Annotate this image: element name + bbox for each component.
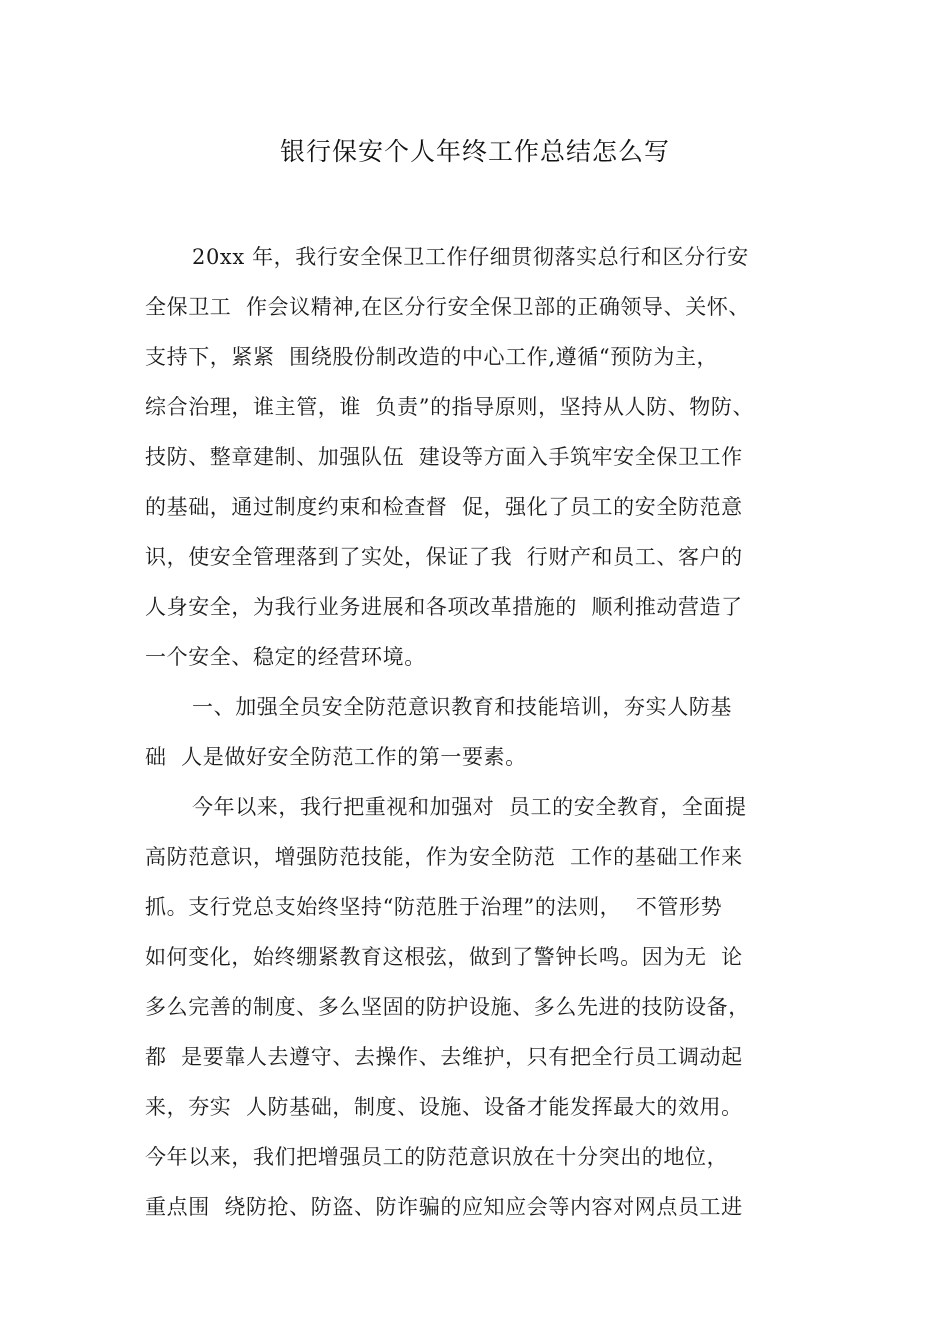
body-text-line: 全保卫工 作会议精神,在区分行安全保卫部的正确领导、关怀、 [145,295,751,319]
body-text-line: 今年以来，我行把重视和加强对 员工的安全教育，全面提 [192,795,747,819]
body-text-line: 20xx 年，我行安全保卫工作仔细贯彻落实总行和区分行安 [192,245,749,269]
body-text-line: 支持下，紧紧 围绕股份制改造的中心工作,遵循“预防为主， [145,345,719,369]
document-title: 银行保安个人年终工作总结怎么写 [279,137,670,166]
body-text-line: 础 人是做好安全防范工作的第一要素。 [145,745,527,769]
body-text-line: 都 是要靠人去遵守、去操作、去维护，只有把全行员工调动起 [145,1045,743,1069]
body-text-line: 多么完善的制度、多么坚固的防护设施、多么先进的技防设备， [145,995,750,1019]
body-text-line: 的基础，通过制度约束和检查督 促，强化了员工的安全防范意 [145,495,743,519]
body-text-line: 如何变化，始终绷紧教育这根弦，做到了警钟长鸣。因为无 论 [145,945,743,969]
document-body [145,232,845,1232]
body-text-line: 今年以来，我们把增强员工的防范意识放在十分突出的地位， [145,1145,729,1169]
body-text-line: 综合治理，谁主管，谁 负责”的指导原则，坚持从人防、物防、 [145,395,755,419]
body-text-line: 抓。支行党总支始终坚持“防范胜于治理”的法则， 不管形势 [145,895,723,919]
body-text-line: 高防范意识，增强防范技能，作为安全防范 工作的基础工作来 [145,845,743,869]
body-text-line: 一、加强全员安全防范意识教育和技能培训，夯实人防基 [192,695,732,719]
body-text-line: 人身安全，为我行业务进展和各项改革措施的 顺利推动营造了 [145,595,743,619]
body-text-line: 重点围 绕防抢、防盗、防诈骗的应知应会等内容对网点员工进 [145,1195,743,1219]
body-text-line: 技防、整章建制、加强队伍 建设等方面入手筑牢安全保卫工作 [145,445,743,469]
body-text-line: 来，夯实 人防基础，制度、设施、设备才能发挥最大的效用。 [145,1095,743,1119]
body-text-line: 一个安全、稳定的经营环境。 [145,645,426,669]
body-text-line: 识，使安全管理落到了实处，保证了我 行财产和员工、客户的 [145,545,743,569]
